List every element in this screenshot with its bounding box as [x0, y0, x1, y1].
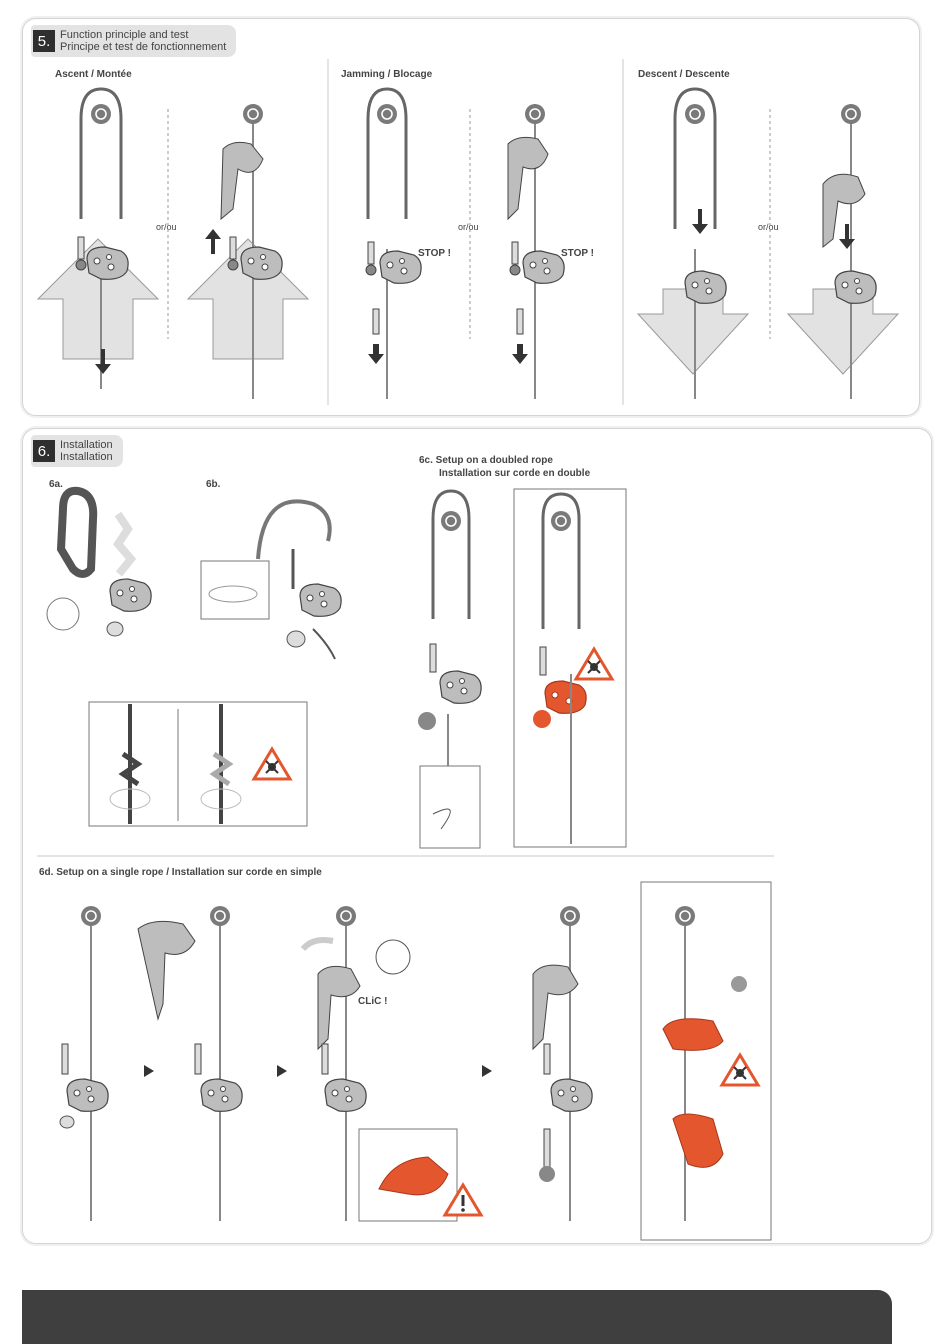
figure-6ab-comparison — [89, 702, 307, 826]
anchor-icon — [685, 104, 705, 124]
step-6b-label: 6b. — [206, 479, 221, 490]
step-6c-label-fr: Installation sur corde en double — [439, 468, 591, 479]
figure-6c — [418, 489, 626, 848]
section-5-title-fr: Principe et test de fonctionnement — [60, 41, 227, 53]
anchor-icon — [841, 104, 861, 124]
stop-label-1: STOP ! — [418, 248, 451, 259]
or-label-jamming: or/ou — [458, 222, 479, 232]
anchor-icon — [377, 104, 397, 124]
section-6-number: 6. — [33, 440, 55, 462]
anchor-icon — [336, 906, 356, 926]
anchor-icon — [243, 104, 263, 124]
ascent-label: Ascent / Montée — [55, 69, 132, 80]
arrow-down-icon — [512, 344, 528, 364]
arrow-down-icon — [692, 209, 708, 234]
arrow-right-icon — [277, 1065, 287, 1077]
down-arrow-bg-1 — [638, 289, 748, 374]
section-6-illustrations — [23, 429, 931, 1243]
step-6c-label-en: 6c. Setup on a doubled rope — [419, 455, 553, 466]
jamming-figure-b — [508, 104, 564, 399]
arrow-up-icon — [205, 229, 221, 254]
or-label-descent: or/ou — [758, 222, 779, 232]
anchor-icon — [210, 906, 230, 926]
arrow-right-icon — [482, 1065, 492, 1077]
ascent-figure-b — [188, 104, 308, 399]
section-5-illustrations — [23, 19, 919, 415]
stop-label-2: STOP ! — [561, 248, 594, 259]
arrow-down-icon — [368, 344, 384, 364]
anchor-icon — [91, 104, 111, 124]
descent-label: Descent / Descente — [638, 69, 730, 80]
ascent-figure-a — [38, 89, 158, 389]
step-6d-label: 6d. Setup on a single rope / Installation sur corde en simple — [39, 867, 322, 878]
figure-6d-step-3 — [303, 906, 481, 1221]
footer-bar — [22, 1290, 892, 1344]
section-6-panel — [22, 428, 932, 1244]
jamming-figure-a — [366, 89, 421, 399]
anchor-icon — [675, 906, 695, 926]
figure-6d-step-4 — [533, 906, 592, 1221]
arrow-down-icon — [839, 224, 855, 249]
figure-6d-step-2 — [138, 906, 242, 1221]
figure-6b — [201, 501, 341, 659]
anchor-icon — [441, 511, 461, 531]
anchor-icon — [551, 511, 571, 531]
descent-figure-b — [788, 104, 898, 399]
section-6-title-fr: Installation — [60, 451, 113, 463]
figure-6d-danger-box — [641, 882, 771, 1240]
figure-6d-step-1 — [60, 906, 108, 1221]
arrow-right-icon — [144, 1065, 154, 1077]
anchor-icon — [560, 906, 580, 926]
jamming-label: Jamming / Blocage — [341, 69, 433, 80]
clic-label: CLiC ! — [358, 996, 388, 1007]
anchor-icon — [81, 906, 101, 926]
or-label-ascent: or/ou — [156, 222, 177, 232]
step-6a-label: 6a. — [49, 479, 63, 490]
section-5-panel — [22, 18, 920, 416]
anchor-icon — [525, 104, 545, 124]
section-5-title-en: Function principle and test — [60, 29, 189, 41]
down-arrow-bg-2 — [788, 289, 898, 374]
section-5-number: 5. — [33, 30, 55, 52]
section-6-title-en: Installation — [60, 439, 113, 451]
figure-6a — [47, 491, 151, 636]
descent-figure-a — [638, 89, 748, 399]
